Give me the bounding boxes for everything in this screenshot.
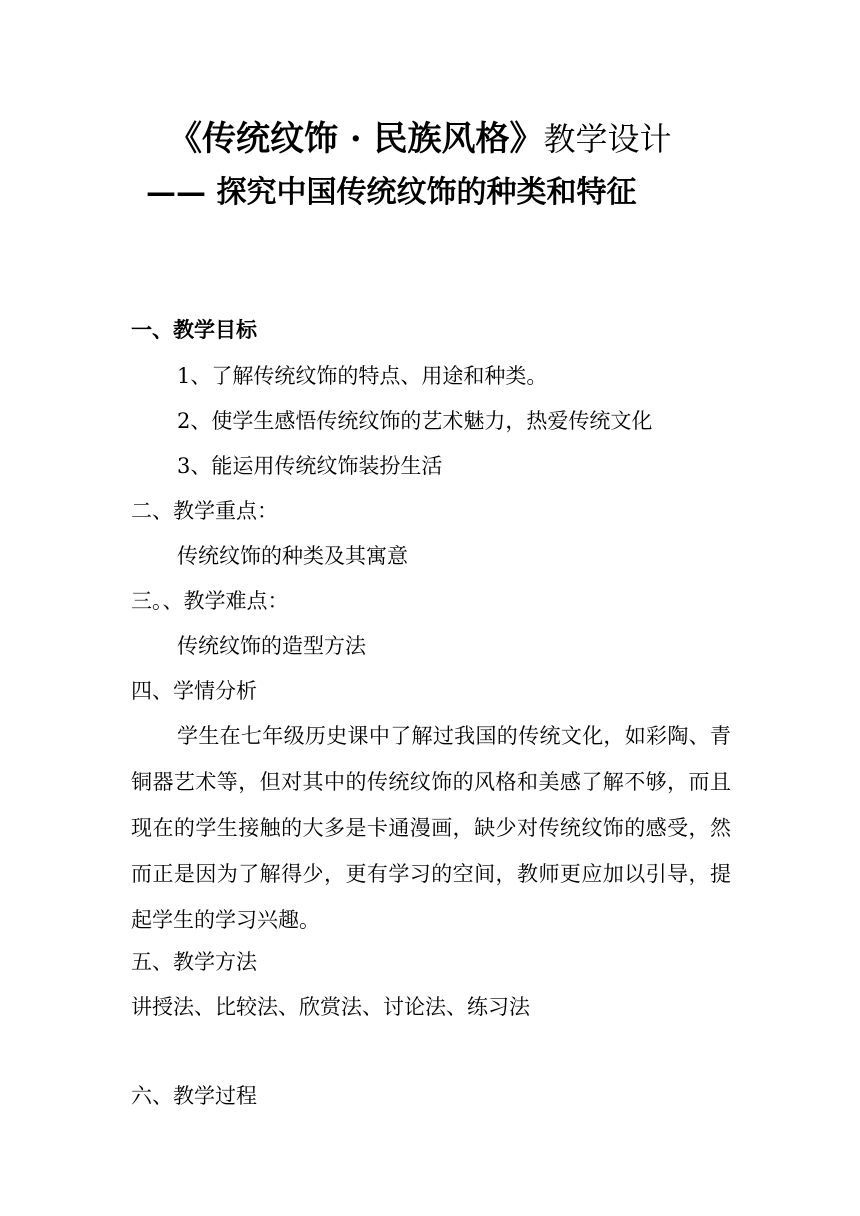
- key-points-content: 传统纹饰的种类及其寓意: [177, 544, 408, 568]
- document-title: [168, 116, 768, 162]
- document-subtitle: —— 探究中国传统纹饰的种类和特征: [146, 175, 637, 210]
- objective-item: 1、了解传统纹饰的特点、用途和种类。: [177, 364, 548, 388]
- title-main: 《传统纹饰 · 民族风格》: [168, 119, 544, 159]
- section-heading-key-points: 二、教学重点：: [131, 499, 278, 523]
- section-heading-methods: 五、教学方法: [131, 950, 257, 974]
- objective-item: 3、能运用传统纹饰装扮生活: [177, 454, 443, 478]
- difficulties-content: 传统纹饰的造型方法: [177, 634, 366, 658]
- objective-item: 2、使学生感悟传统纹饰的艺术魅力，热爱传统文化: [177, 409, 653, 433]
- methods-content: 讲授法、比较法、欣赏法、讨论法、练习法: [131, 995, 530, 1019]
- section-heading-process: 六、教学过程: [131, 1084, 257, 1108]
- title-suffix: 教学设计: [543, 120, 672, 158]
- analysis-paragraph: 学生在七年级历史课中了解过我国的传统文化，如彩陶、青铜器艺术等，但对其中的传统纹饰的风格和美感了解不够，而且现在的学生接触的大多是卡通漫画，缺少对传统纹饰的感受，然而正是因为了解得少，更有学习的空间，教师更应加以引导，提起学生的学习兴趣。: [131, 724, 731, 932]
- section-heading-objectives: 一、教学目标: [131, 317, 257, 342]
- section-heading-difficulties: 三。、教学难点：: [131, 589, 289, 613]
- section-heading-analysis: 四、学情分析: [131, 679, 257, 703]
